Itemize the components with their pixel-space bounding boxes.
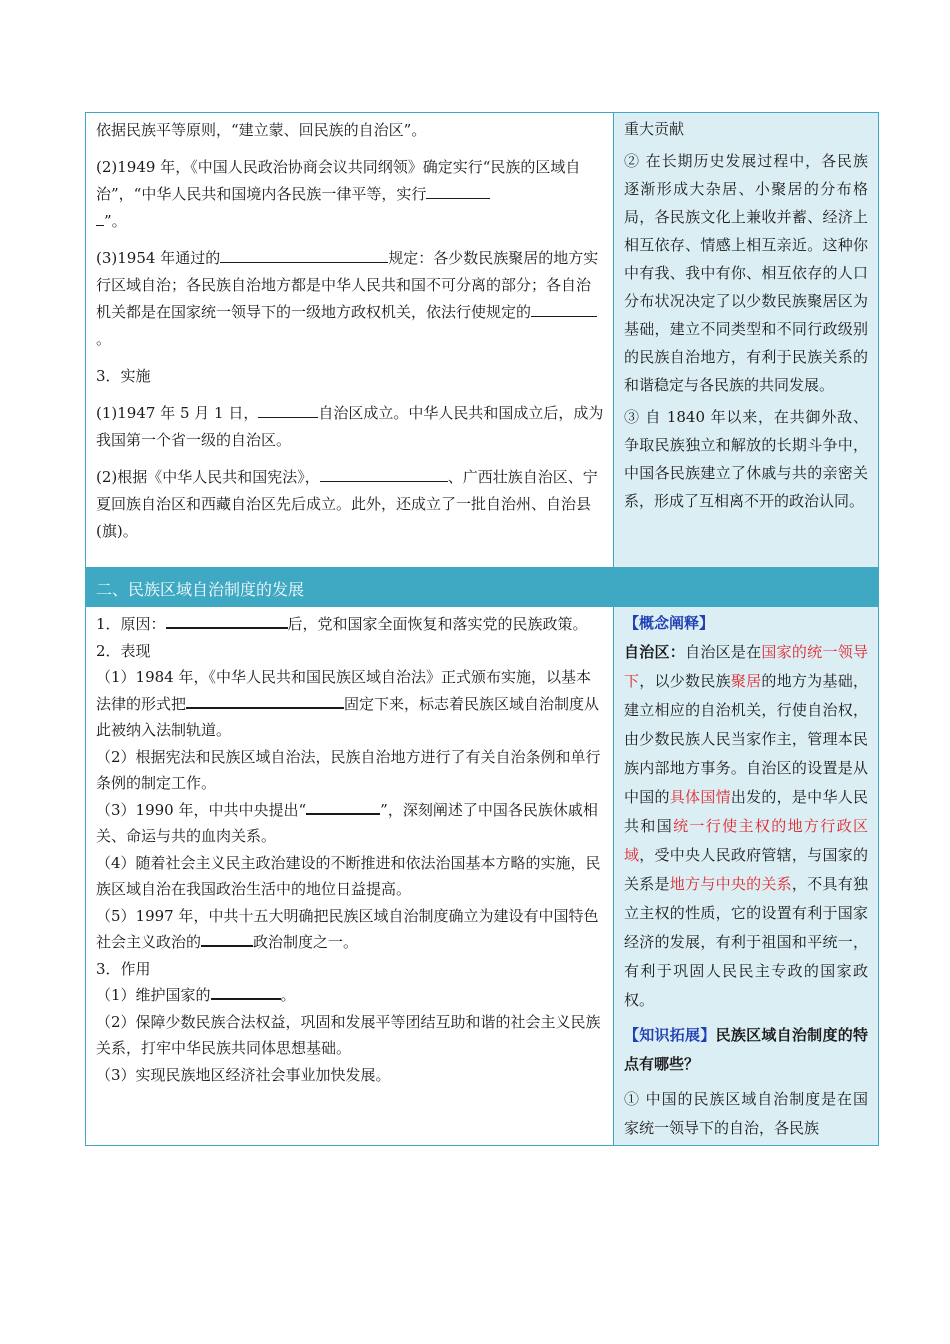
- text-line: [96, 664, 605, 744]
- paragraph-text: 。: [96, 330, 112, 348]
- paragraph-text: （5）1997 年，中共十五大明确把民族区域自治制度确立为建设有中国特色社会主义政治的: [96, 906, 599, 951]
- knowledge-tag: 【知识拓展】: [624, 1026, 716, 1044]
- text-line: [96, 850, 605, 903]
- paragraph-text: (3)1954 年通过的: [96, 249, 221, 267]
- paragraph-text: （2）根据宪法和民族区域自治法，民族自治地方进行了有关自治条例和单行条例的制定工作。: [96, 747, 601, 792]
- paragraph-text: （1）维护国家的: [96, 986, 211, 1004]
- fill-blank[interactable]: [201, 931, 253, 947]
- text-line: [96, 982, 605, 1009]
- fill-blank[interactable]: [306, 799, 380, 815]
- concept-text: 的地方为基础，建立相应的自治机关，行使自治权，由少数民族人民当家作主，管理本民族内部地方事务。自治区的设置是从中国的: [624, 672, 868, 806]
- paragraph-text: （2）保障少数民族合法权益，巩固和发展平等团结互助和谐的社会主义民族关系，打牢中华民族共同体思想基础。: [96, 1012, 601, 1057]
- fill-blank[interactable]: [258, 403, 318, 418]
- section-header-row: [86, 568, 879, 607]
- sidebar-paragraph: ② 在长期历史发展过程中，各民族逐渐形成大杂居、小聚居的分布格局，各民族文化上兼收并蓄、经济上相互依存、情感上相互亲近。这种你中有我、我中有你、相互依存的人口分布状况决定了以少数民族聚居区为基础，建立不同类型和不同行政级别的民族自治地方，有利于民族关系的和谐稳定与各民族的共同发展。: [624, 152, 868, 394]
- section-title: 二、民族区域自治制度的发展: [96, 580, 305, 599]
- paragraph-text: 1．原因：: [96, 615, 166, 633]
- paragraph-text: 后，党和国家全面恢复和落实党的民族政策。: [287, 615, 588, 633]
- concept-tag: 【概念阐释】: [624, 614, 715, 632]
- knowledge-answer: [624, 1085, 868, 1145]
- concept-text: ，不具有独立主权的性质，它的设置有利于国家经济的发展，有利于祖国和平统一，有利于巩固人民民主专政的国家政权。: [624, 875, 868, 1009]
- concept-text: 自治区是在: [685, 643, 762, 661]
- concept-text: 出发的，是中华人民共和国: [624, 788, 868, 835]
- concept-highlight: 聚居: [730, 672, 762, 690]
- page: [85, 112, 878, 1146]
- content-table: [85, 112, 879, 1146]
- text-paragraph: [96, 363, 605, 390]
- paragraph-text: 规定：各少数民族聚居的地方实行区域自治；各民族自治地方都是中华人民共和国不可分离的部分；各自治机关都是在国家统一领导下的一级地方政权机关，依法行使规定的: [96, 249, 599, 321]
- knowledge-paragraph: [624, 1021, 868, 1079]
- fill-blank[interactable]: [186, 693, 344, 709]
- fill-blank[interactable]: [320, 467, 448, 482]
- paragraph-text: （3）实现民族地区经济社会事业加快发展。: [96, 1065, 391, 1084]
- left-column-bottom: [86, 607, 614, 1146]
- paragraph-text: （4）随着社会主义民主政治建设的不断推进和依法治国基本方略的实施，民族区域自治在我国政治生活中的地位日益提高。: [96, 853, 601, 898]
- paragraph-text: 自治区成立。中华人民共和国成立后，成为我国第一个省一级的自治区。: [96, 404, 604, 449]
- sidebar-heading: 重大贡献: [624, 120, 685, 138]
- left-column-top: [86, 113, 614, 568]
- paragraph-text: (1)1947 年 5 月 1 日，: [96, 404, 259, 422]
- fill-blank[interactable]: [96, 211, 104, 226]
- paragraph-text: ”。: [104, 212, 127, 230]
- paragraph-text: ”，深刻阐述了中国各民族休戚相关、命运与共的血肉关系。: [96, 800, 598, 845]
- concept-term: 自治区：: [624, 643, 686, 661]
- text-line: [96, 611, 605, 638]
- paragraph-text: (2)1949 年，《中国人民政治协商会议共同纲领》确定实行“民族的区域自治”，“中华人民共和国境内各民族一律平等，实行: [96, 158, 581, 203]
- concept-text: ，以少数民族: [639, 672, 731, 690]
- fill-blank[interactable]: [531, 302, 597, 317]
- section-header: [86, 568, 614, 607]
- fill-blank[interactable]: [426, 184, 490, 199]
- knowledge-question: 民族区域自治制度的特点有哪些？: [624, 1026, 868, 1073]
- text-line: [96, 903, 605, 956]
- concept-text: ，受中央人民政府管辖，与国家的关系是: [624, 846, 868, 893]
- table-row-top: [86, 113, 879, 568]
- sidebar-bottom: [614, 607, 879, 1146]
- section-header-right: [614, 568, 879, 607]
- paragraph-text: 。: [280, 986, 296, 1004]
- paragraph-text: （1）1984 年，《中华人民共和国民族区域自治法》正式颁布实施，以基本法律的形式把: [96, 668, 591, 713]
- sidebar-paragraph: ③ 自 1840 年以来，在共御外敌、争取民族独立和解放的长期斗争中，中国各民族建立了休戚与共的亲密关系，形成了互相离不开的政治认同。: [624, 408, 868, 510]
- answer-text: ① 中国的民族区域自治制度是在国家统一领导下的自治，各民族: [624, 1090, 868, 1137]
- text-line: [96, 638, 605, 665]
- paragraph-text: 固定下来，标志着民族区域自治制度从此被纳入法制轨道。: [96, 694, 600, 739]
- table-row-bottom: [86, 607, 879, 1146]
- text-paragraph: [96, 400, 605, 454]
- text-line: [96, 1062, 605, 1089]
- text-paragraph: [96, 154, 605, 235]
- paragraph-text: 政治制度之一。: [253, 933, 359, 951]
- paragraph-text: 、广西壮族自治区、宁夏回族自治区和西藏自治区先后成立。此外，还成立了一批自治州、自治县(旗)。: [96, 468, 598, 540]
- concept-highlight: 地方与中央的关系: [669, 875, 792, 893]
- concept-highlight: 具体国情: [669, 788, 731, 806]
- text-line: [96, 956, 605, 983]
- text-paragraph: [96, 117, 605, 144]
- concept-paragraph: [624, 609, 868, 1015]
- fill-blank[interactable]: [211, 984, 281, 1000]
- paragraph-text: （3）1990 年，中共中央提出“: [96, 800, 307, 819]
- fill-blank[interactable]: [220, 248, 388, 263]
- text-line: [96, 744, 605, 797]
- section-heading: 2．表现: [96, 641, 151, 660]
- text-line: [96, 797, 605, 850]
- text-paragraph: [96, 464, 605, 545]
- section-heading: 3．作用: [96, 959, 151, 978]
- section-heading: 3．实施: [96, 367, 151, 385]
- concept-highlight: 国家的统一领导下: [624, 643, 868, 690]
- paragraph-text: (2)根据《中华人民共和国宪法》，: [96, 468, 320, 486]
- text-paragraph: [96, 245, 605, 353]
- fill-blank[interactable]: [166, 613, 288, 629]
- text-line: [96, 1009, 605, 1062]
- concept-highlight: 统一行使主权的地方行政区域: [624, 817, 868, 864]
- sidebar-top: [614, 113, 879, 568]
- paragraph-text: 依据民族平等原则，“建立蒙、回民族的自治区”。: [96, 121, 427, 139]
